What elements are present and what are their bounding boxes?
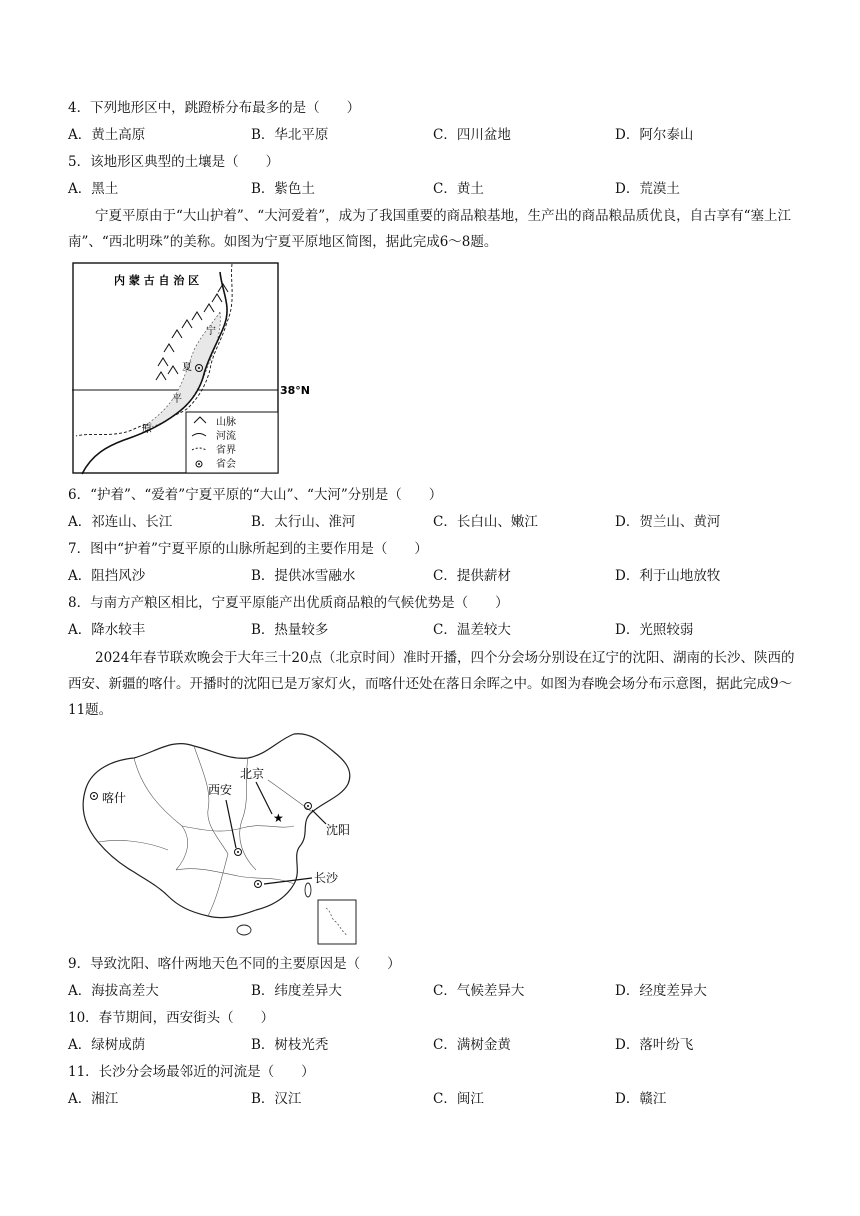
plain-char-2: 夏: [182, 362, 192, 373]
q8-option-c[interactable]: C．温差较大: [433, 622, 511, 638]
q4-option-a[interactable]: A．黄土高原: [68, 127, 146, 143]
q6-option-c[interactable]: C．长白山、嫩江: [433, 514, 538, 530]
q9-option-a[interactable]: A．海拔高差大: [68, 983, 159, 999]
south-sea-inset: [318, 900, 356, 944]
q4-option-b[interactable]: B．华北平原: [251, 127, 329, 143]
q7-option-c[interactable]: C．提供薪材: [433, 568, 511, 584]
legend-label-capital: 省会: [216, 459, 236, 470]
question-4-stem: 4．下列地形区中，跳蹬桥分布最多的是（ ）: [68, 100, 361, 116]
q11-option-c[interactable]: C．闽江: [433, 1091, 484, 1107]
q11-option-b[interactable]: B．汉江: [251, 1091, 302, 1107]
region-label-inner-mongolia: 内 蒙 古 自 治 区: [114, 274, 200, 287]
q5-option-b[interactable]: B．紫色土: [251, 181, 315, 197]
q10-option-a[interactable]: A．绿树成荫: [68, 1037, 146, 1053]
q10-option-d[interactable]: D．落叶纷飞: [615, 1037, 694, 1053]
q10-option-c[interactable]: C．满树金黄: [433, 1037, 511, 1053]
q8-option-d[interactable]: D．光照较弱: [615, 622, 694, 638]
q5-option-d[interactable]: D．荒漠土: [615, 181, 680, 197]
ningxia-plain-map: [72, 262, 312, 476]
taiwan-island: [305, 883, 311, 897]
q6-option-d[interactable]: D．贺兰山、黄河: [615, 514, 721, 530]
legend-label-river: 河流: [216, 431, 236, 442]
city-label-kashgar: 喀什: [102, 791, 127, 805]
q10-option-b[interactable]: B．树枝光秃: [251, 1037, 329, 1053]
legend-label-border: 省界: [216, 445, 236, 456]
q9-option-d[interactable]: D．经度差异大: [615, 983, 707, 999]
legend-label-mountain: 山脉: [216, 417, 236, 428]
passage-spring-gala: 2024年春节联欢晚会于大年三十20点（北京时间）准时开播，四个分会场分别设在辽宁的沈阳、湖南的长沙、陕西的西安、新疆的喀什。开播时的沈阳已是万家灯火，而喀什还处在落日余晖之中。如图为春晚会场分布示意图，据此完成9～11题。: [68, 650, 795, 718]
q5-option-a[interactable]: A．黑土: [68, 181, 119, 197]
plain-char-3: 平: [172, 394, 182, 405]
q9-option-b[interactable]: B．纬度差异大: [251, 983, 342, 999]
question-10-stem: 10．春节期间，西安街头（ ）: [68, 1010, 275, 1026]
beijing-star-icon: ★: [273, 811, 284, 825]
plain-char-1: 宁: [206, 326, 216, 337]
spring-gala-venue-map: [72, 730, 362, 948]
xian-arrow: [226, 800, 236, 848]
q6-option-a[interactable]: A．祁连山、长江: [68, 514, 173, 530]
q8-option-b[interactable]: B．热量较多: [251, 622, 329, 638]
city-label-shenyang: 沈阳: [326, 823, 351, 837]
city-label-changsha: 长沙: [314, 871, 339, 885]
latitude-label: 38°N: [280, 384, 311, 397]
q6-option-b[interactable]: B．太行山、淮河: [251, 514, 356, 530]
passage-ningxia: 宁夏平原由于“大山护着”、“大河爱着”，成为了我国重要的商品粮基地，生产出的商品粮品质优良，自古享有“塞上江南”、“西北明珠”的美称。如图为宁夏平原地区简图，据此完成6～8题。: [68, 208, 792, 250]
q11-option-a[interactable]: A．湘江: [68, 1091, 119, 1107]
city-label-beijing: 北京: [240, 767, 265, 781]
plain-char-4: 原: [142, 424, 152, 435]
question-9-stem: 9．导致沈阳、喀什两地天色不同的主要原因是（ ）: [68, 956, 401, 972]
q7-option-b[interactable]: B．提供冰雪融水: [251, 568, 356, 584]
q7-option-d[interactable]: D．利于山地放牧: [615, 568, 721, 584]
province-lines: [98, 746, 312, 916]
q5-option-c[interactable]: C．黄土: [433, 181, 484, 197]
city-label-xian: 西安: [208, 783, 233, 797]
q4-option-c[interactable]: C．四川盆地: [433, 127, 511, 143]
q4-option-d[interactable]: D．阿尔泰山: [615, 127, 694, 143]
question-7-stem: 7．图中“护着”宁夏平原的山脉所起到的主要作用是（ ）: [68, 541, 428, 557]
q9-option-c[interactable]: C．气候差异大: [433, 983, 525, 999]
question-6-stem: 6．“护着”、“爱着”宁夏平原的“大山”、“大河”分别是（ ）: [68, 487, 443, 503]
question-5-stem: 5．该地形区典型的土壤是（ ）: [68, 154, 280, 170]
question-11-stem: 11．长沙分会场最邻近的河流是（ ）: [68, 1064, 315, 1080]
shenyang-arrow: [312, 810, 326, 824]
q11-option-d[interactable]: D．赣江: [615, 1091, 667, 1107]
question-8-stem: 8．与南方产粮区相比，宁夏平原能产出优质商品粮的气候优势是（ ）: [68, 595, 509, 611]
china-outline: [83, 734, 350, 918]
hainan-island: [237, 925, 251, 935]
q7-option-a[interactable]: A．阻挡风沙: [68, 568, 146, 584]
beijing-arrow: [256, 782, 272, 814]
q8-option-a[interactable]: A．降水较丰: [68, 622, 146, 638]
